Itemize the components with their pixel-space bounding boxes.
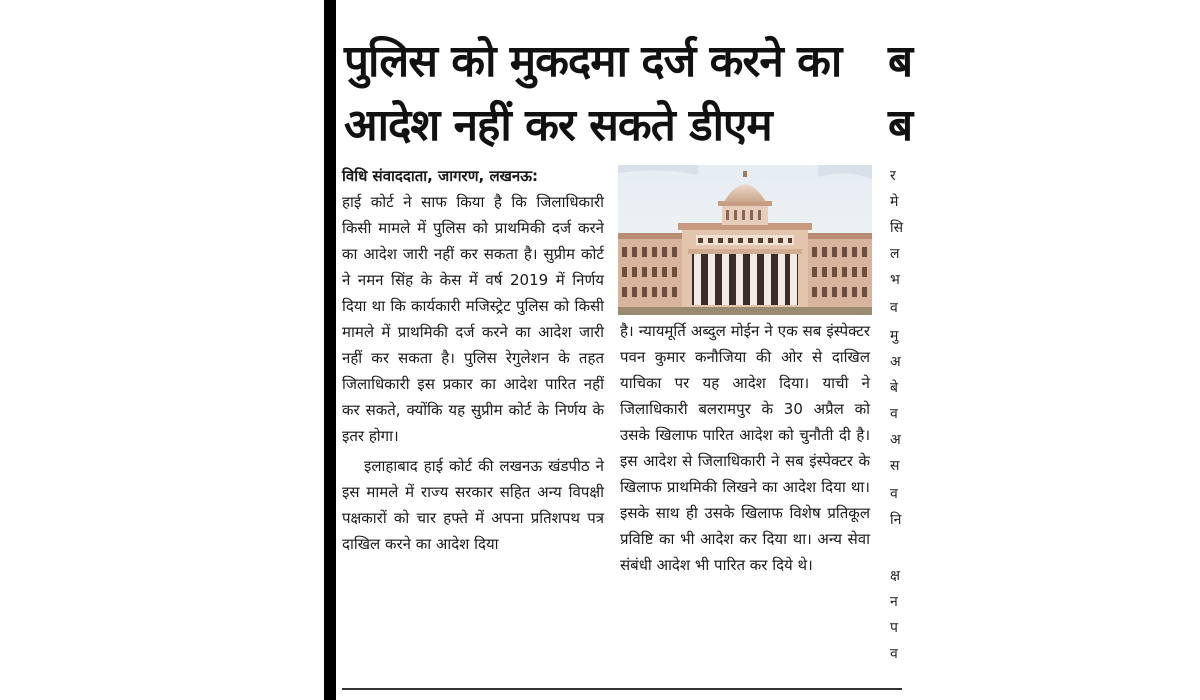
page-left-border xyxy=(324,0,336,700)
adjacent-text-fragment: अ xyxy=(890,354,901,370)
byline: विधि संवाददाता, जागरण, लखनऊ: xyxy=(342,167,538,185)
adjacent-text-fragment: व xyxy=(890,406,898,422)
adjacent-headline-line-1: ब xyxy=(888,36,914,87)
headline xyxy=(344,30,884,158)
bottom-divider xyxy=(342,688,902,690)
adjacent-text-fragment: ल xyxy=(890,246,900,262)
newspaper-clipping xyxy=(336,0,914,700)
adjacent-text-fragment: सि xyxy=(890,220,904,236)
adjacent-article-edge xyxy=(888,0,914,700)
adjacent-text-fragment: मु xyxy=(890,328,899,344)
adjacent-text-fragment: नि xyxy=(890,512,902,528)
adjacent-text-fragment: बे xyxy=(890,380,898,396)
adjacent-text-fragment: स xyxy=(890,458,900,474)
article-paragraph-2: इलाहाबाद हाई कोर्ट की लखनऊ खंडपीठ ने इस मामले में राज्य सरकार सहित अन्य विपक्षी पक्षकारों को चार हफ्ते में अपना प्रतिशपथ पत्र दाखिल करने का आदेश दिया xyxy=(342,457,604,553)
adjacent-headline-line-2: ब xyxy=(888,100,914,151)
article-paragraph-1: हाई कोर्ट ने साफ किया है कि जिलाधिकारी किसी मामले में पुलिस को प्राथमिकी दर्ज करने का आदेश जारी नहीं कर सकता है। सुप्रीम कोर्ट ने नमन सिंह के केस में वर्ष 2019 में निर्णय दिया था कि कार्यकारी मजिस्ट्रेट पुलिस को किसी मामले में प्राथमिकी दर्ज करने का आदेश जारी नहीं कर सकता है। पुलिस रेगुलेशन के तहत जिलाधिकारी इस प्रकार का आदेश पारित नहीं कर सकते, क्योंकि यह सुप्रीम कोर्ट के निर्णय के इतर होगा। xyxy=(342,193,604,445)
headline-line-1: पुलिस को मुकदमा दर्ज करने का xyxy=(344,36,842,87)
article-column-left xyxy=(342,163,604,557)
adjacent-text-fragment: व xyxy=(890,646,898,662)
adjacent-text-fragment: प xyxy=(890,620,898,636)
adjacent-text-fragment: भ xyxy=(890,272,900,288)
headline-line-2: आदेश नहीं कर सकते डीएम xyxy=(344,100,772,151)
adjacent-text-fragment: न xyxy=(890,594,898,610)
adjacent-text-fragment: व xyxy=(890,486,898,502)
high-court-building-photo xyxy=(618,165,872,315)
adjacent-text-fragment: व xyxy=(890,300,898,316)
adjacent-text-fragment: र xyxy=(890,168,896,184)
article-paragraph-3: है। न्यायमूर्ति अब्दुल मोईन ने एक सब इंस्पेक्टर पवन कुमार कनौजिया की ओर से दाखिल याचिका पर यह आदेश दिया। याची ने जिलाधिकारी बलरामपुर के 30 अप्रैल को उसके खिलाफ पारित आदेश को चुनौती दी है। इस आदेश से जिलाधिकारी ने सब इंस्पेक्टर के खिलाफ प्राथमिकी लिखने का आदेश दिया था। इसके साथ ही उसके खिलाफ विशेष प्रतिकूल प्रविष्टि का भी आदेश कर दिया था। अन्य सेवा संबंधी आदेश भी पारित कर दिये थे। xyxy=(620,322,870,574)
building-illustration xyxy=(618,165,872,315)
adjacent-text-fragment: अ xyxy=(890,432,901,448)
article-column-right xyxy=(620,318,870,578)
adjacent-text-fragment: क्ष xyxy=(890,568,901,584)
adjacent-text-fragment: मे xyxy=(890,194,899,210)
